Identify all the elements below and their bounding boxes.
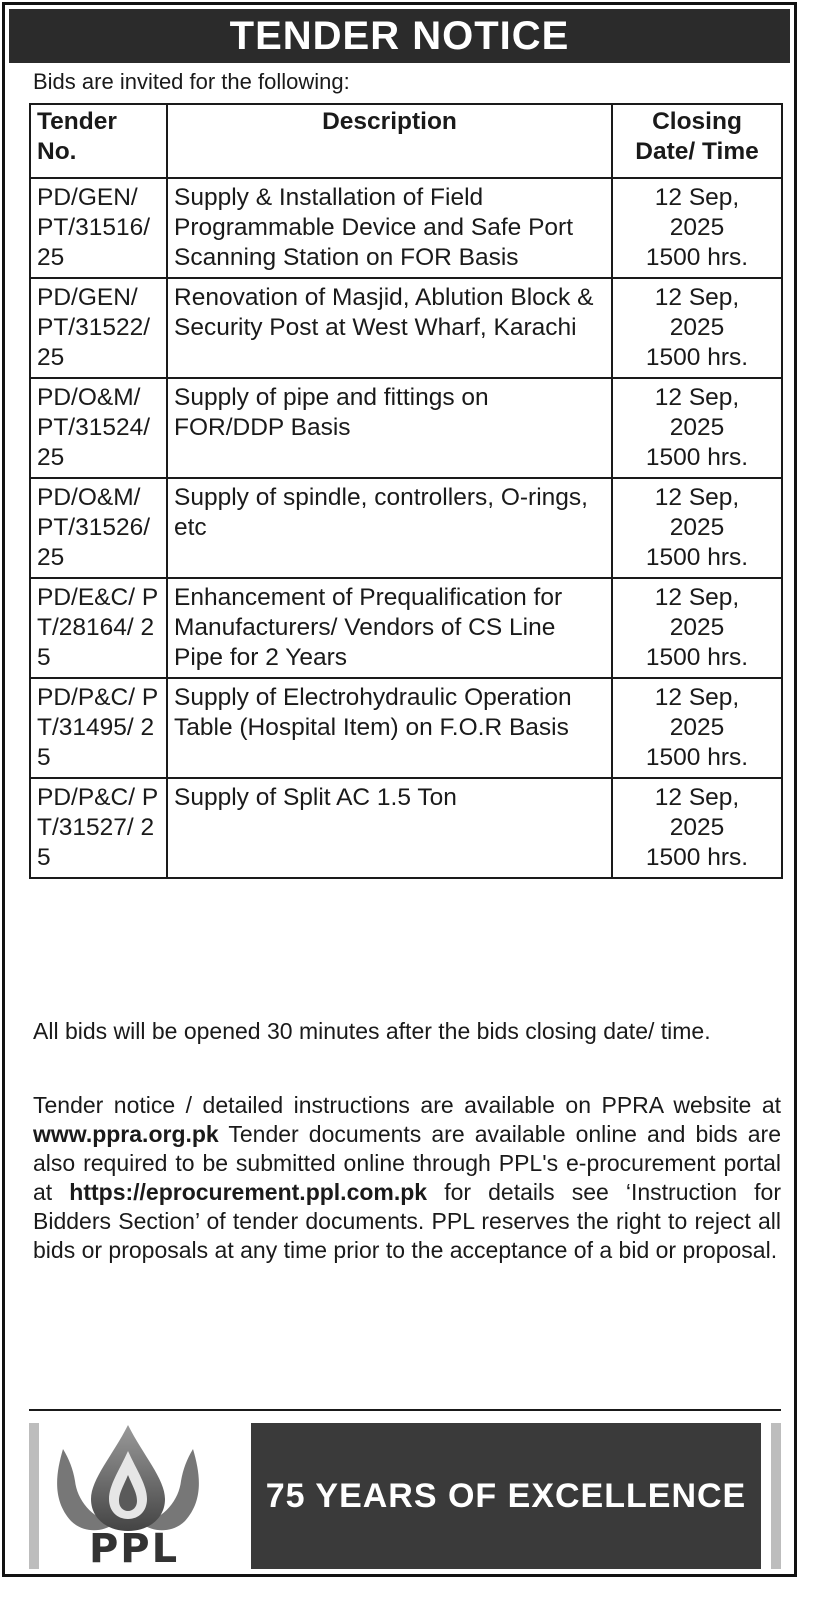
- col-header-closing: Closing Date/ Time: [612, 104, 782, 178]
- closing-cell: [612, 278, 782, 378]
- instructions-paragraph: [33, 1091, 781, 1265]
- closing-year: 2025: [669, 814, 725, 841]
- footer: [29, 1409, 781, 1571]
- closing-date: 12 Sep,: [654, 584, 740, 611]
- closing-cell: [612, 178, 782, 278]
- closing-time: 1500 hrs.: [645, 344, 749, 371]
- tender-no-cell: PD/O&M/ PT/31526/ 25: [30, 478, 167, 578]
- description-cell: Enhancement of Prequalification for Manufacturers/ Vendors of CS Line Pipe for 2 Years: [167, 578, 612, 678]
- anniversary-banner: 75 YEARS OF EXCELLENCE: [251, 1423, 761, 1569]
- closing-cell: [612, 478, 782, 578]
- instructions-text: Tender notice / detailed instructions are available on PPRA website at: [33, 1092, 781, 1118]
- closing-year: 2025: [669, 314, 725, 341]
- instructions-text: Tender documents are available online and bids are also required to be submitted online through PPL's e-procurement portal at: [33, 1121, 781, 1205]
- eprocurement-link[interactable]: https://eprocurement.ppl.com.pk: [69, 1179, 428, 1205]
- table-row: [30, 478, 782, 578]
- description-cell: Renovation of Masjid, Ablution Block & Security Post at West Wharf, Karachi: [167, 278, 612, 378]
- closing-time: 1500 hrs.: [645, 544, 749, 571]
- table-row: [30, 178, 782, 278]
- closing-cell: [612, 378, 782, 478]
- closing-time: 1500 hrs.: [645, 744, 749, 771]
- closing-year: 2025: [669, 414, 725, 441]
- opening-note: All bids will be opened 30 minutes after the bids closing date/ time.: [33, 1018, 711, 1044]
- tender-table: [29, 103, 783, 879]
- closing-time: 1500 hrs.: [645, 444, 749, 471]
- closing-date: 12 Sep,: [654, 684, 740, 711]
- closing-year: 2025: [669, 614, 725, 641]
- closing-cell: [612, 778, 782, 878]
- description-cell: Supply of pipe and fittings on FOR/DDP Basis: [167, 378, 612, 478]
- ppl-drop-logo-icon: [53, 1421, 203, 1572]
- table-row: [30, 778, 782, 878]
- table-row: [30, 278, 782, 378]
- closing-time: 1500 hrs.: [645, 844, 749, 871]
- ppl-logo-text: PPL: [88, 1526, 180, 1572]
- closing-year: 2025: [669, 214, 725, 241]
- decorative-strip: [29, 1423, 39, 1569]
- closing-cell: [612, 578, 782, 678]
- closing-date: 12 Sep,: [654, 784, 740, 811]
- closing-time: 1500 hrs.: [645, 244, 749, 271]
- tender-notice: [2, 2, 797, 1577]
- tender-no-cell: PD/P&C/ PT/31527/ 25: [30, 778, 167, 878]
- tender-no-cell: PD/P&C/ PT/31495/ 25: [30, 678, 167, 778]
- closing-year: 2025: [669, 514, 725, 541]
- tender-no-cell: PD/GEN/ PT/31522/ 25: [30, 278, 167, 378]
- tender-no-cell: PD/O&M/ PT/31524/ 25: [30, 378, 167, 478]
- col-header-tender-no: Tender No.: [30, 104, 167, 178]
- tender-no-cell: PD/GEN/ PT/31516/ 25: [30, 178, 167, 278]
- closing-date: 12 Sep,: [654, 284, 740, 311]
- col-header-description: Description: [167, 104, 612, 178]
- closing-time: 1500 hrs.: [645, 644, 749, 671]
- table-row: [30, 578, 782, 678]
- ppra-link[interactable]: www.ppra.org.pk: [33, 1121, 219, 1147]
- closing-cell: [612, 678, 782, 778]
- intro-text: Bids are invited for the following:: [33, 69, 350, 94]
- description-cell: Supply of Split AC 1.5 Ton: [167, 778, 612, 878]
- notice-title: TENDER NOTICE: [9, 9, 790, 63]
- description-cell: Supply of Electrohydraulic Operation Table (Hospital Item) on F.O.R Basis: [167, 678, 612, 778]
- instructions-text: for details see ‘Instruction for Bidders Section’ of tender documents. PPL reserves the right to reject all bids or proposals at any time prior to the acceptance of a bid or proposal.: [33, 1179, 782, 1263]
- closing-year: 2025: [669, 714, 725, 741]
- table-header-row: [30, 104, 782, 178]
- closing-date: 12 Sep,: [654, 384, 740, 411]
- tender-no-cell: PD/E&C/ PT/28164/ 25: [30, 578, 167, 678]
- table-row: [30, 678, 782, 778]
- closing-date: 12 Sep,: [654, 184, 740, 211]
- description-cell: Supply of spindle, controllers, O-rings, etc: [167, 478, 612, 578]
- description-cell: Supply & Installation of Field Programmable Device and Safe Port Scanning Station on FOR Basis: [167, 178, 612, 278]
- decorative-strip: [771, 1423, 781, 1569]
- closing-date: 12 Sep,: [654, 484, 740, 511]
- table-row: [30, 378, 782, 478]
